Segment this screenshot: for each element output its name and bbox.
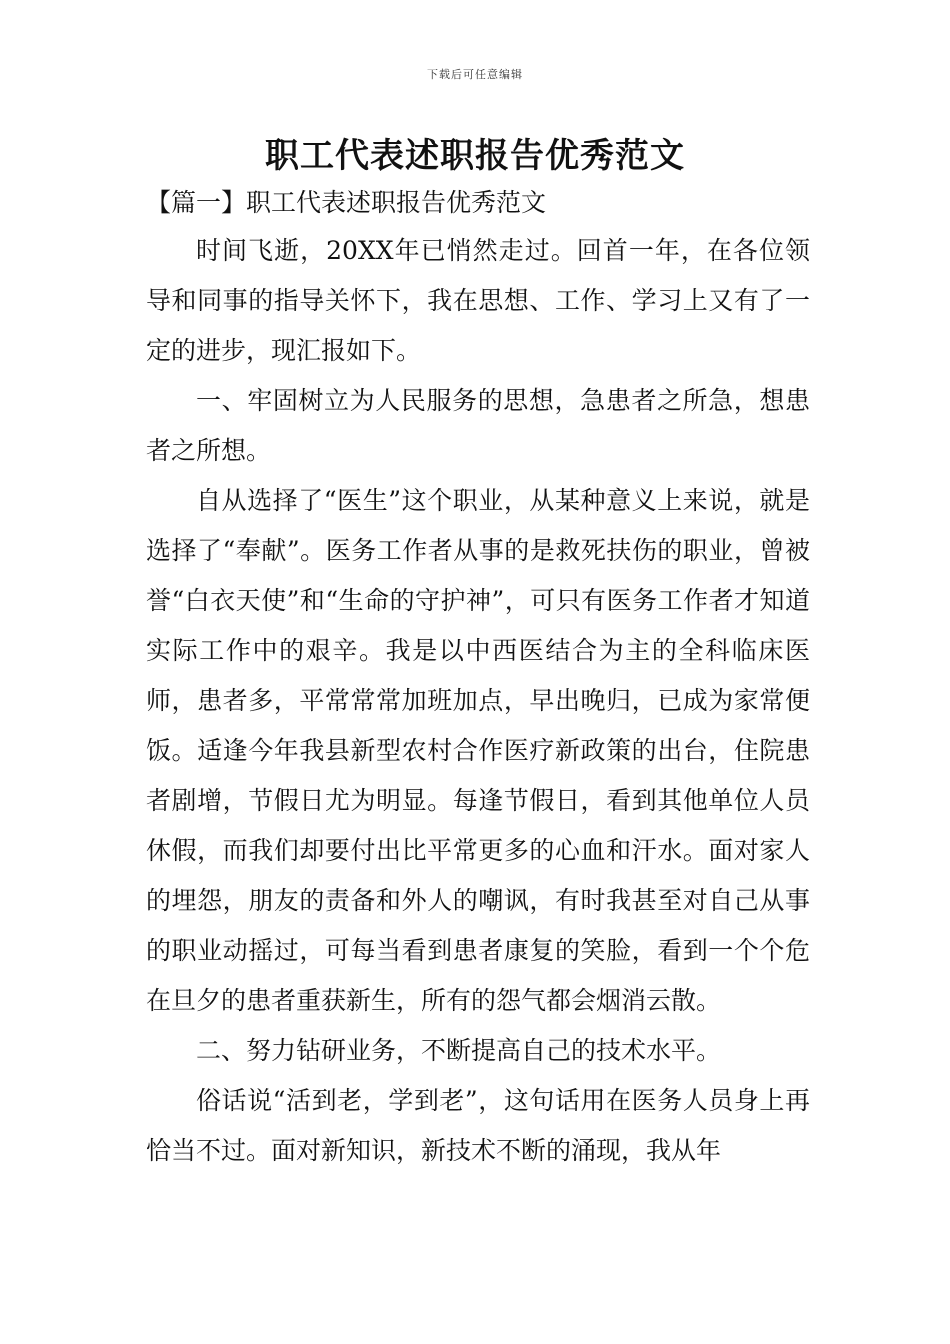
header-note: 下载后可任意编辑 bbox=[427, 68, 523, 81]
paragraph: 时间飞逝，20XX年已悄然走过。回首一年，在各位领导和同事的指导关怀下，我在思想、工作、学习上又有了一定的进步，现汇报如下。 bbox=[146, 236, 810, 365]
paragraph: 一、牢固树立为人民服务的思想，急患者之所急，想患者之所想。 bbox=[146, 386, 810, 465]
paragraph: 俗话说“活到老，学到老”，这句话用在医务人员身上再恰当不过。面对新知识，新技术不断的涌现，我从年 bbox=[146, 1086, 810, 1165]
paragraph: 自从选择了“医生”这个职业，从某种意义上来说，就是选择了“奉献”。医务工作者从事的是救死扶伤的职业，曾被誉“白衣天使”和“生命的守护神”，可只有医务工作者才知道实际工作中的艰辛。我是以中西医结合为主的全科临床医师，患者多，平常常常加班加点，早出晚归，已成为家常便饭。适逢今年我县新型农村合作医疗新政策的出台，住院患者剧增，节假日尤为明显。每逢节假日，看到其他单位人员休假，而我们却要付出比平常更多的心血和汗水。面对家人的埋怨，朋友的责备和外人的嘲讽，有时我甚至对自己从事的职业动摇过，可每当看到患者康复的笑脸，看到一个个危在旦夕的患者重获新生，所有的怨气都会烟消云散。 bbox=[146, 486, 810, 1015]
document-body bbox=[146, 226, 810, 1176]
paragraph: 二、努力钻研业务，不断提高自己的技术水平。 bbox=[196, 1036, 722, 1065]
section-heading: 【篇一】职工代表述职报告优秀范文 bbox=[146, 188, 547, 217]
document-title: 职工代表述职报告优秀范文 bbox=[265, 136, 685, 176]
